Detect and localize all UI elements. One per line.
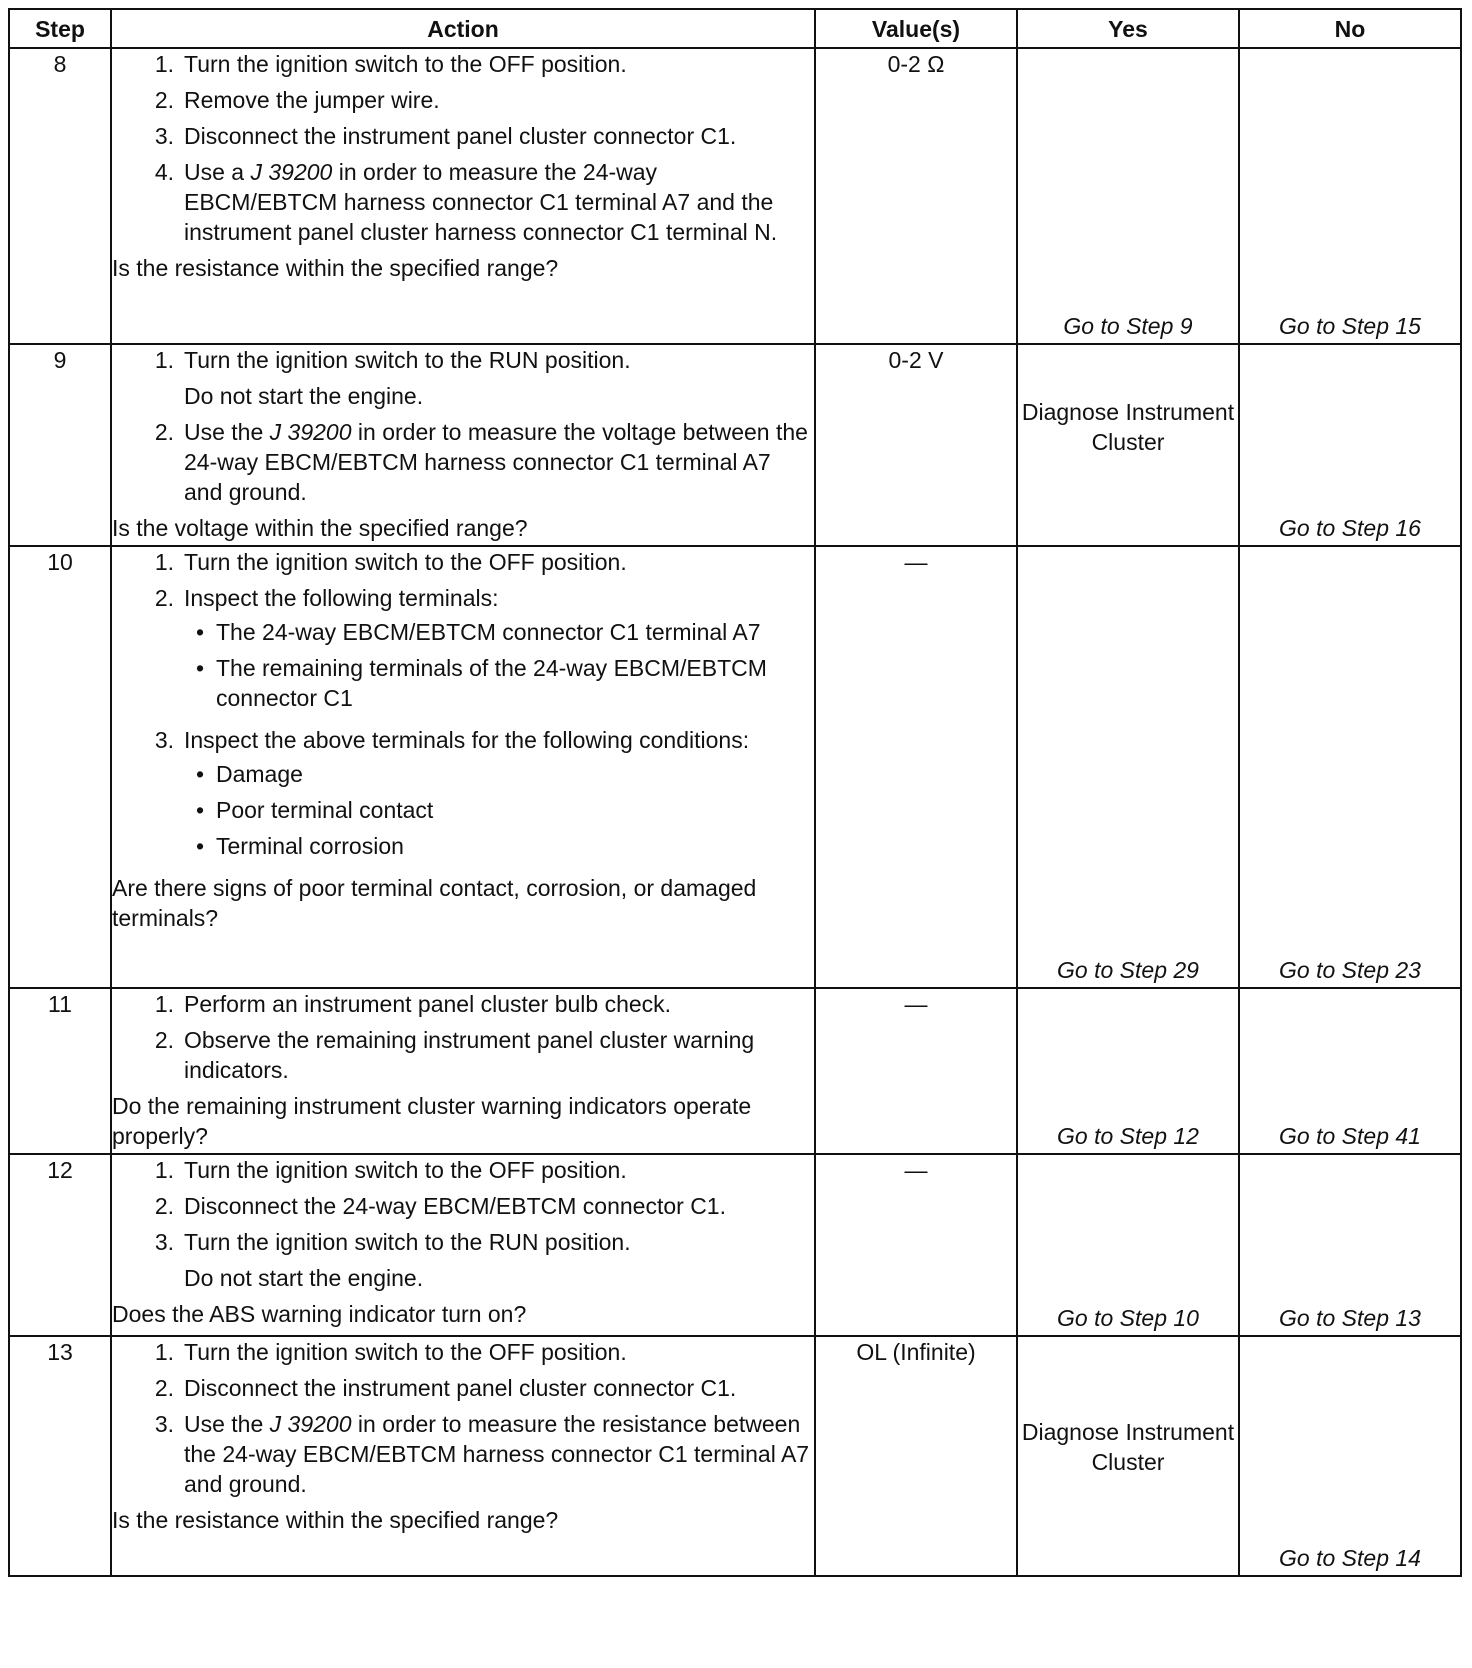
header-action: Action: [111, 9, 815, 48]
bullet-item: • Poor terminal contact: [195, 797, 434, 823]
bullet-item: • The remaining terminals of the 24-way EBCM/EBTCM connector C1: [195, 655, 767, 711]
value-cell: —: [815, 988, 1017, 1154]
action-item: 3. Disconnect the instrument panel cluster connector C1.: [154, 123, 737, 149]
action-item: 1. Turn the ignition switch to the OFF position.: [154, 1157, 627, 1183]
no-cell: [1239, 546, 1461, 988]
question-text: Do the remaining instrument cluster warning indicators operate properly?: [112, 1093, 752, 1149]
question-text: Is the voltage within the specified range?: [112, 515, 528, 541]
yes-result: Diagnose Instrument Cluster: [1021, 399, 1235, 455]
step-number: 11: [9, 988, 111, 1154]
no-result: Go to Step 16: [1279, 515, 1421, 541]
table-row: [9, 48, 1461, 344]
action-item: 4. Use a J 39200 in order to measure the 24-way EBCM/EBTCM harness connector C1 terminal A7 and the instrument panel cluster harness connector C1 terminal N.: [154, 159, 778, 245]
question-text: Are there signs of poor terminal contact, corrosion, or damaged terminals?: [112, 875, 757, 931]
action-item: 2. Remove the jumper wire.: [154, 87, 440, 113]
no-cell: [1239, 48, 1461, 344]
question-text: Is the resistance within the specified range?: [112, 255, 559, 281]
yes-cell: [1017, 988, 1239, 1154]
diagnostic-table: [8, 8, 1462, 1577]
yes-cell: [1017, 344, 1239, 546]
table-row: [9, 1154, 1461, 1336]
value-cell: —: [815, 1154, 1017, 1336]
yes-result: Go to Step 29: [1057, 957, 1199, 983]
yes-cell: [1017, 48, 1239, 344]
value-cell: 0-2 Ω: [815, 48, 1017, 344]
yes-cell: [1017, 1154, 1239, 1336]
yes-result: Go to Step 9: [1063, 313, 1193, 339]
no-cell: [1239, 988, 1461, 1154]
step-number: 10: [9, 546, 111, 988]
value-cell: —: [815, 546, 1017, 988]
diagnostic-document: [8, 8, 1460, 1577]
no-cell: [1239, 344, 1461, 546]
step-number: 12: [9, 1154, 111, 1336]
action-item: 1. Turn the ignition switch to the RUN position. Do not start the engine.: [112, 345, 814, 411]
action-item: 1. Turn the ignition switch to the OFF position.: [154, 549, 627, 575]
step-number: 9: [9, 344, 111, 546]
action-item: 2. Use the J 39200 in order to measure the voltage between the 24-way EBCM/EBTCM harness connector C1 terminal A7 and ground.: [154, 419, 808, 505]
bullet-item: • The 24-way EBCM/EBTCM connector C1 terminal A7: [195, 619, 761, 645]
step-number: 8: [9, 48, 111, 344]
action-item: 1. Turn the ignition switch to the OFF position.: [154, 1339, 627, 1365]
action-cell: [111, 1154, 815, 1336]
action-note: Do not start the engine.: [184, 383, 424, 409]
action-note: Do not start the engine.: [184, 1265, 424, 1291]
yes-result: Diagnose Instrument Cluster: [1021, 1419, 1235, 1475]
action-cell: [111, 1336, 815, 1576]
table-row: [9, 1336, 1461, 1576]
yes-cell: [1017, 546, 1239, 988]
header-values: Value(s): [815, 9, 1017, 48]
action-cell: [111, 48, 815, 344]
no-result: Go to Step 41: [1279, 1123, 1421, 1149]
yes-result: Go to Step 10: [1057, 1305, 1199, 1331]
action-cell: [111, 344, 815, 546]
no-result: Go to Step 14: [1279, 1545, 1421, 1571]
yes-cell: [1017, 1336, 1239, 1576]
no-cell: [1239, 1336, 1461, 1576]
table-row: [9, 988, 1461, 1154]
bullet-item: • Damage: [195, 761, 303, 787]
bullet-item: • Terminal corrosion: [195, 833, 404, 859]
header-step: Step: [9, 9, 111, 48]
action-item: 2. Observe the remaining instrument panel cluster warning indicators.: [154, 1027, 755, 1083]
action-cell: [111, 546, 815, 988]
action-item: 3. Use the J 39200 in order to measure the resistance between the 24-way EBCM/EBTCM harness connector C1 terminal A7 and ground.: [154, 1411, 810, 1497]
header-row: [9, 9, 1461, 48]
action-item: 3. Inspect the above terminals for the following conditions: • Damage • Poor terminal contact • Terminal corrosion: [112, 725, 814, 867]
no-cell: [1239, 1154, 1461, 1336]
yes-result: Go to Step 12: [1057, 1123, 1199, 1149]
action-item: 3. Turn the ignition switch to the RUN position. Do not start the engine.: [112, 1227, 814, 1293]
header-no: No: [1239, 9, 1461, 48]
action-item: 2. Disconnect the 24-way EBCM/EBTCM connector C1.: [154, 1193, 726, 1219]
no-result: Go to Step 13: [1279, 1305, 1421, 1331]
action-item: 1. Perform an instrument panel cluster bulb check.: [154, 991, 672, 1017]
question-text: Is the resistance within the specified range?: [112, 1507, 559, 1533]
action-item: 2. Inspect the following terminals: • The 24-way EBCM/EBTCM connector C1 terminal A7 • The remaining terminals of the 24-way EBCM/EBTCM connector C1: [112, 583, 814, 719]
action-item: 1. Turn the ignition switch to the OFF position.: [154, 51, 627, 77]
table-row: [9, 546, 1461, 988]
no-result: Go to Step 23: [1279, 957, 1421, 983]
value-cell: 0-2 V: [815, 344, 1017, 546]
step-number: 13: [9, 1336, 111, 1576]
tool-reference: J 39200: [250, 159, 333, 185]
no-result: Go to Step 15: [1279, 313, 1421, 339]
tool-reference: J 39200: [269, 419, 352, 445]
action-cell: [111, 988, 815, 1154]
tool-reference: J 39200: [269, 1411, 352, 1437]
header-yes: Yes: [1017, 9, 1239, 48]
question-text: Does the ABS warning indicator turn on?: [112, 1301, 527, 1327]
table-row: [9, 344, 1461, 546]
action-item: 2. Disconnect the instrument panel cluster connector C1.: [154, 1375, 737, 1401]
value-cell: OL (Infinite): [815, 1336, 1017, 1576]
